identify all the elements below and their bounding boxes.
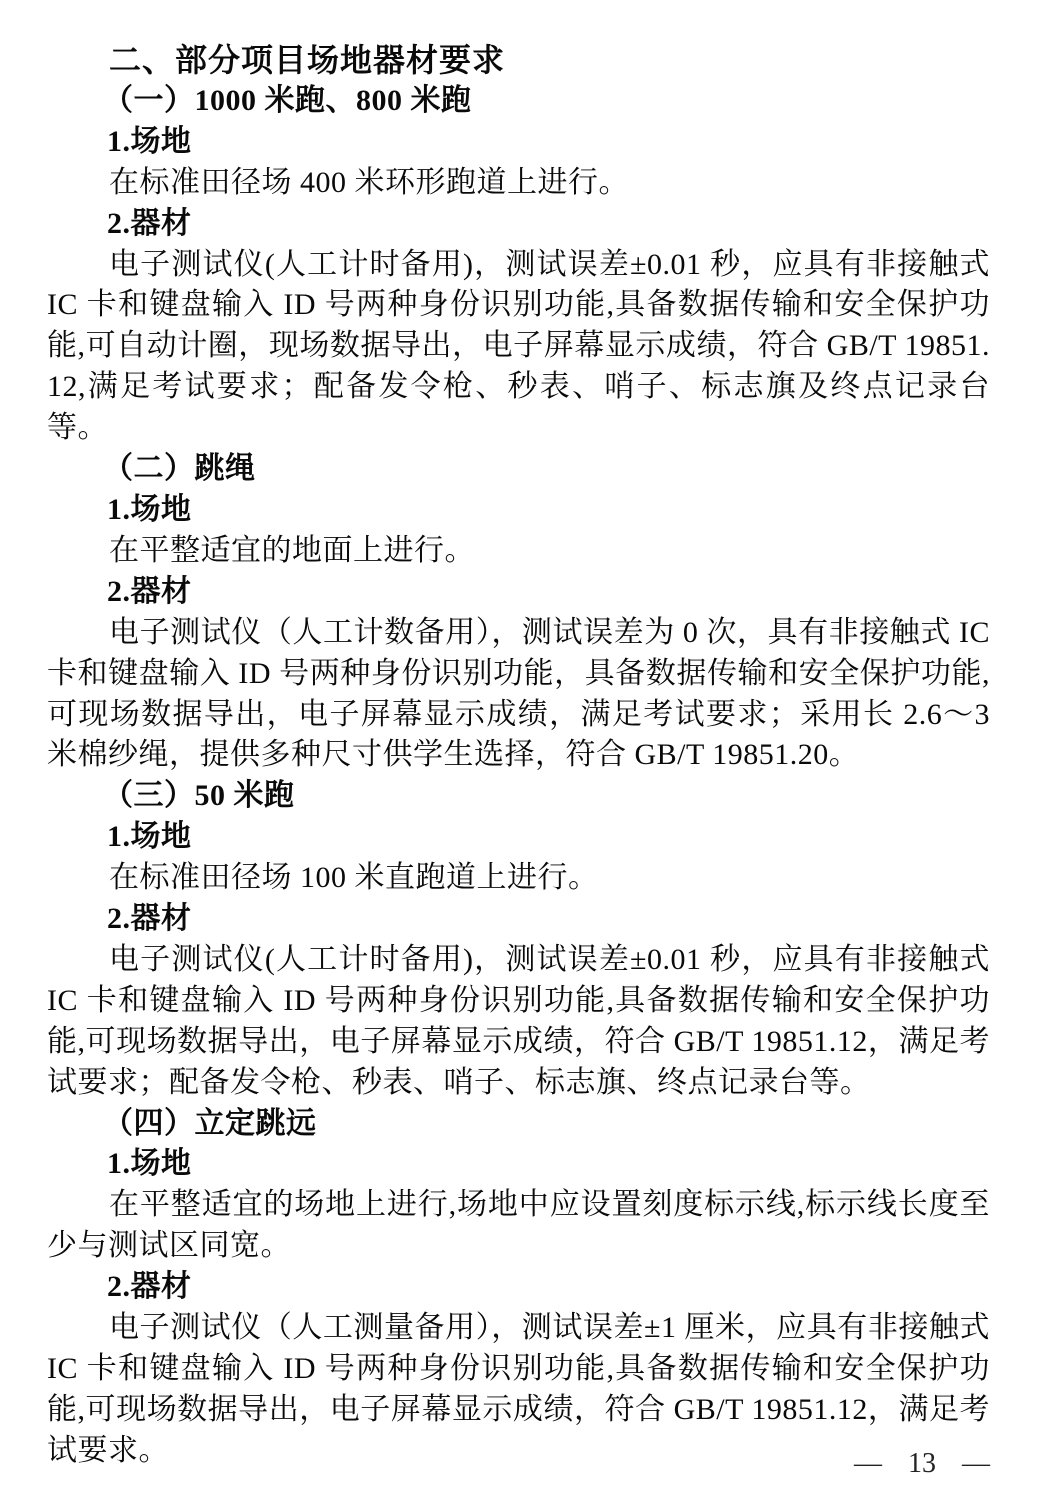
paragraph: 在平整适宜的地面上进行。 — [109, 533, 475, 567]
footer-dash-right: — — [962, 1448, 990, 1479]
page-footer — [854, 1450, 990, 1478]
item-heading: 1.场地 — [107, 820, 192, 854]
paragraph: 电子测试仪（人工测量备用），测试误差±1 厘米，应具有非接触式 IC 卡和键盘输入 ID 号两种身份识别功能,具备数据传输和安全保护功能,可现场数据导出，电子屏幕显示成绩，符合 GB/T 19851.12，满足考试要求。 — [47, 1311, 990, 1467]
page-number: 13 — [908, 1448, 936, 1479]
item-heading: 1.场地 — [107, 124, 192, 158]
subsection-heading: （四）立定跳远 — [103, 1106, 317, 1140]
subsection-heading: （一）1000 米跑、800 米跑 — [103, 83, 472, 117]
paragraph: 在平整适宜的场地上进行,场地中应设置刻度标示线,标示线长度至少与测试区同宽。 — [47, 1188, 990, 1263]
item-heading: 1.场地 — [107, 1147, 192, 1181]
footer-dash-left: — — [854, 1448, 882, 1479]
paragraph: 电子测试仪（人工计数备用），测试误差为 0 次，具有非接触式 IC 卡和键盘输入 ID 号两种身份识别功能，具备数据传输和安全保护功能,可现场数据导出，电子屏幕显示成绩，满足考试要求；采用长 2.6～3 米棉纱绳，提供多种尺寸供学生选择，符合 GB/T 19851.20。 — [47, 615, 990, 772]
item-heading: 2.器材 — [107, 574, 192, 608]
subsection-heading: （二）跳绳 — [103, 452, 256, 486]
paragraph: 电子测试仪(人工计时备用)，测试误差±0.01 秒，应具有非接触式 IC 卡和键盘输入 ID 号两种身份识别功能,具备数据传输和安全保护功能,可现场数据导出，电子屏幕显示成绩，符合 GB/T 19851.12，满足考试要求；配备发令枪、秒表、哨子、标志旗、终点记录台等。 — [47, 942, 990, 1099]
item-heading: 2.器材 — [107, 206, 192, 240]
item-heading: 2.器材 — [107, 902, 192, 936]
item-heading: 2.器材 — [107, 1270, 192, 1304]
subsection-heading: （三）50 米跑 — [103, 779, 295, 813]
paragraph: 电子测试仪(人工计时备用)，测试误差±0.01 秒，应具有非接触式 IC 卡和键盘输入 ID 号两种身份识别功能,具备数据传输和安全保护功能,可自动计圈，现场数据导出，电子屏幕显示成绩，符合 GB/T 19851.12,满足考试要求；配备发令枪、秒表、哨子、标志旗及终点记录台等。 — [47, 247, 990, 445]
section-title: 二、部分项目场地器材要求 — [109, 42, 506, 78]
paragraph: 在标准田径场 100 米直跑道上进行。 — [109, 861, 599, 895]
paragraph: 在标准田径场 400 米环形跑道上进行。 — [109, 165, 629, 199]
item-heading: 1.场地 — [107, 492, 192, 526]
document-body — [47, 40, 990, 1472]
